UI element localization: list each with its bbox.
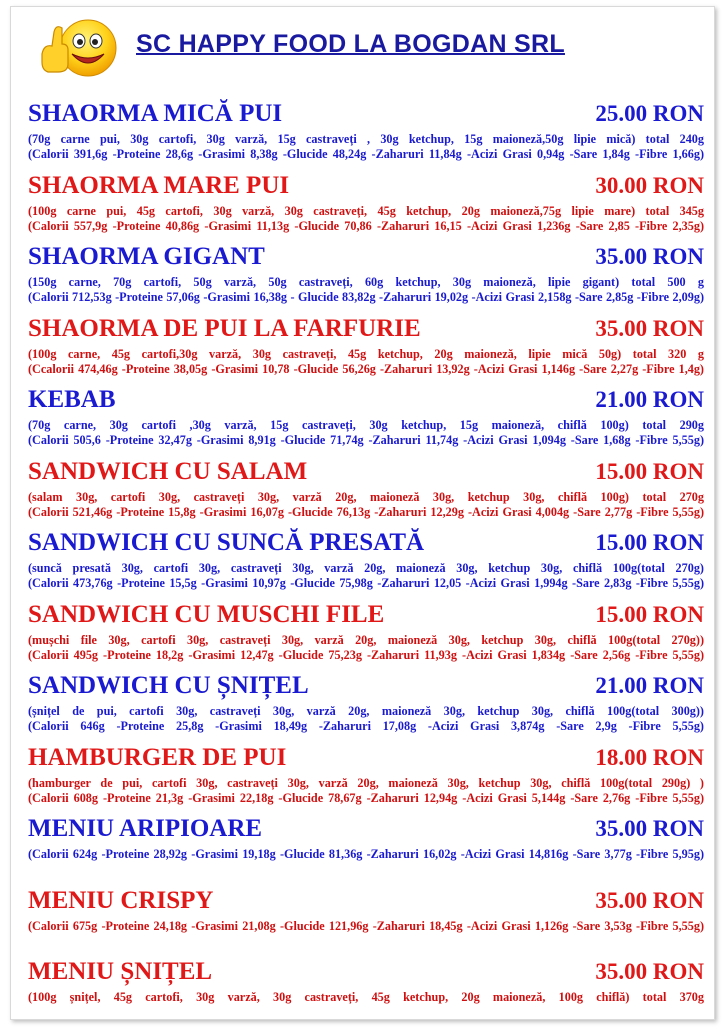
menu-item-header [28, 885, 704, 919]
menu-item-nutrition: (Calorii 712,53g -Proteine 57,06g -Grasimi 16,38g - Glucide 83,82g -Zaharuri 19,02g -Acizi Grasi 2,158g -Sare 2,85g -Fibre 2,09g) [28, 290, 704, 304]
menu-item-ingredients: (mușchi file 30g, cartofi 30g, castraveți 30g, varză 20g, maioneză 30g, ketchup 30g, chiflă 100g(total 270g)) [28, 632, 704, 647]
menu-item-price: 35.00 RON [595, 887, 704, 913]
menu-item-name: SHAORMA MICĂ PUI [28, 100, 283, 127]
menu-item-header [28, 456, 704, 490]
menu-item-name: SANDWICH CU MUSCHI FILE [28, 600, 385, 628]
menu-item [28, 313, 704, 385]
menu-item-ingredients: (70g carne pui, 30g cartofi, 30g varză, 15g castraveți , 30g ketchup, 15g maioneză,50g lipie mică) total 240g [28, 132, 704, 146]
menu-item-ingredients: (salam 30g, cartofi 30g, castraveți 30g, varză 20g, maioneză 30g, ketchup 30g, chiflă 100g) total 270g [28, 489, 704, 504]
thumbs-up-smiley-icon [38, 14, 122, 78]
menu-item-header [28, 813, 704, 847]
menu-item-name: MENIU ȘNIȚEL [28, 958, 213, 985]
menu-item [28, 670, 704, 742]
menu-item [28, 885, 704, 957]
menu-item-nutrition: (Calorii 646g -Proteine 25,8g -Grasimi 18,49g -Zaharuri 17,08g -Acizi Grasi 3,874g -Sare 2,9g -Fibre 5,55g) [28, 719, 704, 733]
menu-item-ingredients: (70g carne, 30g cartofi ,30g varză, 15g castraveți, 30g ketchup, 15g maioneză, chiflă 100g) total 290g [28, 418, 704, 432]
menu-item-price: 18.00 RON [595, 744, 704, 770]
menu-item-nutrition: (Calorii 391,6g -Proteine 28,6g -Grasimi 8,38g -Glucide 48,24g -Zaharuri 11,84g -Acizi Grasi 0,94g -Sare 1,84g -Fibre 1,66g) [28, 147, 704, 161]
menu-item-ingredients: (100g carne pui, 45g cartofi, 30g varză, 30g castraveți, 45g ketchup, 20g maioneză,75g lipie mare) total 345g [28, 203, 704, 218]
menu-item-price: 21.00 RON [595, 673, 704, 698]
menu-item-name: MENIU ARIPIOARE [28, 815, 263, 842]
menu-item-nutrition: (Calorii 675g -Proteine 24,18g -Grasimi 21,08g -Glucide 121,96g -Zaharuri 18,45g -Acizi Grasi 1,126g -Sare 3,53g -Fibre 5,55g) [28, 918, 704, 933]
menu-item-ingredients: (150g carne, 70g cartofi, 50g varză, 50g castraveți, 60g ketchup, 30g maioneză, lipie gigant) total 500 g [28, 275, 704, 289]
menu-item-nutrition: (Calorii 473,76g -Proteine 15,5g -Grasimi 10,97g -Glucide 75,98g -Zaharuri 12,05 -Acizi Grasi 1,994g -Sare 2,83g -Fibre 5,55g) [28, 576, 704, 590]
menu-item-price: 35.00 RON [595, 816, 704, 841]
menu-item-price: 25.00 RON [595, 101, 704, 126]
menu-item-name: SHAORMA DE PUI LA FARFURIE [28, 314, 421, 342]
menu-item-price: 15.00 RON [595, 530, 704, 555]
menu-item-nutrition: (Calorii 495g -Proteine 18,2g -Grasimi 12,47g -Glucide 75,23g -Zaharuri 11,93g -Acizi Grasi 1,834g -Sare 2,56g -Fibre 5,55g) [28, 647, 704, 662]
menu-item [28, 98, 704, 170]
header [0, 0, 723, 80]
menu-item-ingredients: (șnițel de pui, cartofi 30g, castraveți 30g, varză 20g, maioneză 30g, ketchup 30g, chiflă 100g(total 300g)) [28, 704, 704, 718]
menu-item-ingredients: (100g șnițel, 45g cartofi, 30g varză, 30g castraveți, 45g ketchup, 20g maioneză, 100g chiflă) total 370g [28, 990, 704, 1004]
menu-item-price: 15.00 RON [595, 601, 704, 627]
menu-item-name: SANDWICH CU ȘNIȚEL [28, 672, 309, 699]
menu-item-name: MENIU CRISPY [28, 886, 214, 914]
menu-list [28, 98, 704, 1028]
menu-item-nutrition: (Calorii 608g -Proteine 21,3g -Grasimi 22,18g -Glucide 78,67g -Zaharuri 12,94g -Acizi Grasi 5,144g -Sare 2,76g -Fibre 5,55g) [28, 790, 704, 805]
menu-item [28, 527, 704, 599]
menu-item-ingredients: (suncă presată 30g, cartofi 30g, castraveți 30g, varză 20g, maioneză 30g, ketchup 30g, chiflă 100g(total 270g) [28, 561, 704, 575]
menu-item-name: SANDWICH CU SALAM [28, 457, 308, 485]
menu-item-ingredients: (hamburger de pui, cartofi 30g, castraveți 30g, varză 20g, maioneză 30g, ketchup 30g, chiflă 100g(total 290g) ) [28, 775, 704, 790]
company-name: SC HAPPY FOOD LA BOGDAN SRL [136, 30, 565, 58]
menu-item [28, 599, 704, 671]
menu-item [28, 456, 704, 528]
menu-item [28, 956, 704, 1028]
menu-item [28, 384, 704, 456]
menu-item-price: 35.00 RON [595, 959, 704, 984]
menu-item-name: SHAORMA MARE PUI [28, 171, 290, 199]
menu-item-name: SHAORMA GIGANT [28, 243, 265, 270]
menu-item-header [28, 599, 704, 633]
menu-item-price: 30.00 RON [595, 172, 704, 198]
menu-item-header [28, 98, 704, 132]
menu-item-name: HAMBURGER DE PUI [28, 743, 287, 771]
menu-item-nutrition: (Calorii 521,46g -Proteine 15,8g -Grasimi 16,07g -Glucide 76,13g -Zaharuri 12,29g -Acizi Grasi 4,004g -Sare 2,77g -Fibre 5,55g) [28, 504, 704, 519]
menu-item-nutrition: (Calorii 505,6 -Proteine 32,47g -Grasimi 8,91g -Glucide 71,74g -Zaharuri 11,74g -Acizi Grasi 1,094g -Sare 1,68g -Fibre 5,55g) [28, 433, 704, 447]
menu-item-header [28, 384, 704, 418]
menu-item-price: 21.00 RON [595, 387, 704, 412]
menu-item-header [28, 313, 704, 347]
menu-item-name: KEBAB [28, 386, 116, 413]
menu-item [28, 813, 704, 885]
menu-item [28, 742, 704, 814]
menu-item-nutrition: (Ccalorii 474,46g -Proteine 38,05g -Grasimi 10,78 -Glucide 56,26g -Zaharuri 13,92g -Acizi Grasi 1,146g -Sare 2,27g -Fibre 1,4g) [28, 361, 704, 376]
menu-item-price: 35.00 RON [595, 244, 704, 269]
menu-item-price: 35.00 RON [595, 315, 704, 341]
menu-item [28, 241, 704, 313]
menu-item-ingredients: (100g carne, 45g cartofi,30g varză, 30g castraveți, 45g ketchup, 20g maioneză, lipie mică 50g) total 320 g [28, 346, 704, 361]
menu-item-name: SANDWICH CU SUNCĂ PRESATĂ [28, 529, 425, 556]
menu-item-header [28, 742, 704, 776]
menu-item-price: 15.00 RON [595, 458, 704, 484]
menu-item-header [28, 956, 704, 990]
menu-item-header [28, 527, 704, 561]
menu-item-header [28, 241, 704, 275]
menu-item-header [28, 670, 704, 704]
menu-item [28, 170, 704, 242]
menu-item-nutrition: (Calorii 624g -Proteine 28,92g -Grasimi 19,18g -Glucide 81,36g -Zaharuri 16,02g -Acizi Grasi 14,816g -Sare 3,77g -Fibre 5,95g) [28, 847, 704, 861]
menu-item-nutrition: (Calorii 557,9g -Proteine 40,86g -Grasimi 11,13g -Glucide 70,86 -Zaharuri 16,15 -Acizi Grasi 1,236g -Sare 2,85 -Fibre 2,35g) [28, 218, 704, 233]
menu-item-header [28, 170, 704, 204]
